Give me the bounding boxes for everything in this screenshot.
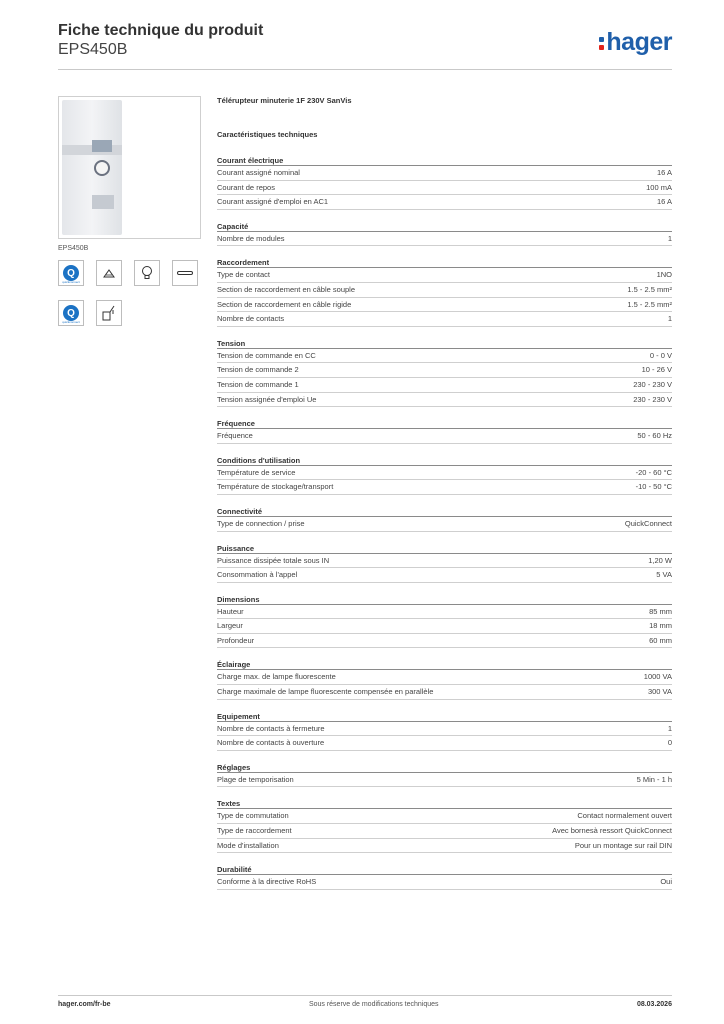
spec-section [217, 762, 672, 788]
page-title: Fiche technique du produit [58, 22, 264, 39]
footer-date: 08.03.2026 [636, 1001, 672, 1008]
section-title: Dimensions [217, 594, 672, 605]
spec-row [217, 619, 672, 634]
product-reference: EPS450B [58, 41, 128, 58]
spec-row [217, 312, 672, 327]
section-title: Fréquence [217, 418, 672, 429]
spec-section [217, 455, 672, 495]
bulb-icon [134, 260, 160, 286]
spec-section [217, 543, 672, 583]
spec-value: 230 - 230 V [633, 394, 672, 404]
spec-row [217, 232, 672, 247]
product-media-panel [58, 96, 201, 326]
section-title: Courant électrique [217, 155, 672, 166]
spec-row [217, 722, 672, 737]
spec-row [217, 517, 672, 532]
spec-value: Oui [660, 877, 672, 887]
logo-dots-icon [599, 33, 605, 51]
spec-value: 1 [667, 233, 672, 243]
section-title: Raccordement [217, 257, 672, 268]
spec-sections [217, 155, 672, 890]
spec-label: Consommation à l'appel [217, 570, 298, 580]
quickconnect-icon: Q quickconnect [58, 260, 84, 286]
footer-website[interactable]: hager.com/fr-be [58, 1001, 111, 1008]
product-image [58, 96, 201, 239]
spec-value: Contact normalement ouvert [577, 811, 672, 821]
section-title: Tension [217, 338, 672, 349]
spec-section [217, 155, 672, 210]
footer-disclaimer: Sous réserve de modifications techniques [308, 1001, 439, 1008]
spec-row [217, 283, 672, 298]
spec-row [217, 670, 672, 685]
spec-value: 1 [667, 723, 672, 733]
spec-row [217, 736, 672, 751]
spec-row [217, 181, 672, 196]
spec-label: Nombre de contacts [217, 314, 285, 324]
feature-icons [58, 260, 201, 326]
page-footer [58, 995, 672, 1008]
spec-section [217, 506, 672, 532]
spec-section [217, 798, 672, 853]
spec-label: Charge max. de lampe fluorescente [217, 672, 336, 682]
spec-value: 18 mm [649, 621, 672, 631]
spec-row [217, 554, 672, 569]
spec-value: 0 [667, 738, 672, 748]
spec-label: Type de raccordement [217, 826, 292, 836]
hager-logo: hager [599, 28, 672, 57]
spec-section [217, 659, 672, 699]
section-title: Éclairage [217, 659, 672, 670]
spec-value: 1.5 - 2.5 mm² [627, 299, 672, 309]
spec-label: Conforme à la directive RoHS [217, 877, 317, 887]
spec-label: Tension de commande en CC [217, 350, 316, 360]
spec-row [217, 166, 672, 181]
spec-row [217, 378, 672, 393]
spec-label: Température de service [217, 467, 296, 477]
spec-label: Courant assigné d'emploi en AC1 [217, 197, 329, 207]
spec-value: 1 [667, 314, 672, 324]
spec-value: 16 A [656, 168, 672, 177]
spec-label: Courant de repos [217, 182, 275, 192]
spec-row [217, 809, 672, 824]
spec-section [217, 338, 672, 407]
spec-label: Profondeur [217, 635, 255, 645]
spec-row [217, 268, 672, 283]
spec-label: Section de raccordement en câble souple [217, 284, 356, 294]
spec-value: 5 Min - 1 h [636, 774, 672, 784]
spec-label: Nombre de modules [217, 233, 285, 243]
spec-row [217, 466, 672, 481]
spec-row [217, 824, 672, 839]
spec-value: 1000 VA [643, 672, 672, 682]
pushbutton-switch-icon [96, 300, 122, 326]
section-title: Equipement [217, 711, 672, 722]
spec-value: 16 A [656, 197, 672, 207]
spec-value: 1NO [656, 270, 672, 280]
spec-row [217, 605, 672, 620]
spec-label: Type de connection / prise [217, 518, 305, 528]
spec-section [217, 418, 672, 444]
spec-value: Pour un montage sur rail DIN [574, 840, 672, 850]
product-name: Télérupteur minuterie 1F 230V SanVis [217, 96, 352, 105]
spec-label: Type de commutation [217, 811, 289, 821]
spec-value: 300 VA [647, 687, 672, 697]
section-title: Connectivité [217, 506, 672, 517]
spec-section [217, 711, 672, 751]
spec-label: Courant assigné nominal [217, 168, 300, 177]
spec-row [217, 634, 672, 649]
section-title: Puissance [217, 543, 672, 554]
spec-value: 10 - 26 V [641, 365, 672, 375]
spec-value: 85 mm [649, 606, 672, 616]
spec-value: QuickConnect [624, 518, 672, 528]
spec-label: Section de raccordement en câble rigide [217, 299, 352, 309]
spec-row [217, 568, 672, 583]
stair-light-icon [96, 260, 122, 286]
spec-section [217, 594, 672, 649]
spec-section [217, 221, 672, 247]
section-title: Textes [217, 798, 672, 809]
spec-value: 230 - 230 V [633, 379, 672, 389]
spec-label: Charge maximale de lampe fluorescente compensée en parallèle [217, 687, 434, 697]
spec-label: Largeur [217, 621, 243, 631]
quickconnect-icon: Q quickconnect [58, 300, 84, 326]
spec-value: 0 - 0 V [649, 350, 672, 360]
spec-row [217, 685, 672, 700]
spec-label: Mode d'installation [217, 840, 279, 850]
spec-row [217, 875, 672, 890]
spec-row [217, 839, 672, 854]
spec-label: Hauteur [217, 606, 244, 616]
spec-row [217, 195, 672, 210]
spec-value: Avec bornesà ressort QuickConnect [552, 826, 672, 836]
spec-label: Fréquence [217, 431, 253, 441]
tech-characteristics-title: Caractéristiques techniques [217, 130, 318, 139]
section-title: Capacité [217, 221, 672, 232]
spec-row [217, 429, 672, 444]
spec-label: Nombre de contacts à ouverture [217, 738, 325, 748]
spec-label: Puissance dissipée totale sous IN [217, 555, 330, 565]
spec-label: Type de contact [217, 270, 270, 280]
spec-row [217, 363, 672, 378]
section-title: Conditions d'utilisation [217, 455, 672, 466]
image-caption: EPS450B [58, 245, 89, 252]
section-title: Durabilité [217, 864, 672, 875]
spec-value: 100 mA [646, 182, 672, 192]
spec-value: -20 - 60 °C [635, 467, 672, 477]
spec-value: 5 VA [656, 570, 672, 580]
spec-label: Tension de commande 2 [217, 365, 299, 375]
spec-value: -10 - 50 °C [635, 482, 672, 492]
fluorescent-tube-icon [172, 260, 198, 286]
spec-value: 1,20 W [648, 555, 672, 565]
spec-label: Plage de temporisation [217, 774, 294, 784]
spec-row [217, 773, 672, 788]
page-header [58, 22, 672, 70]
spec-label: Nombre de contacts à fermeture [217, 723, 325, 733]
spec-label: Tension assignée d'emploi Ue [217, 394, 317, 404]
spec-row [217, 480, 672, 495]
spec-value: 1.5 - 2.5 mm² [627, 284, 672, 294]
spec-section [217, 864, 672, 890]
spec-value: 60 mm [649, 635, 672, 645]
device-illustration [62, 100, 122, 235]
spec-row [217, 393, 672, 408]
spec-label: Tension de commande 1 [217, 379, 299, 389]
specifications-panel [217, 96, 672, 890]
spec-value: 50 - 60 Hz [637, 431, 672, 441]
spec-row [217, 349, 672, 364]
spec-label: Température de stockage/transport [217, 482, 334, 492]
spec-section [217, 257, 672, 326]
spec-row [217, 298, 672, 313]
section-title: Réglages [217, 762, 672, 773]
